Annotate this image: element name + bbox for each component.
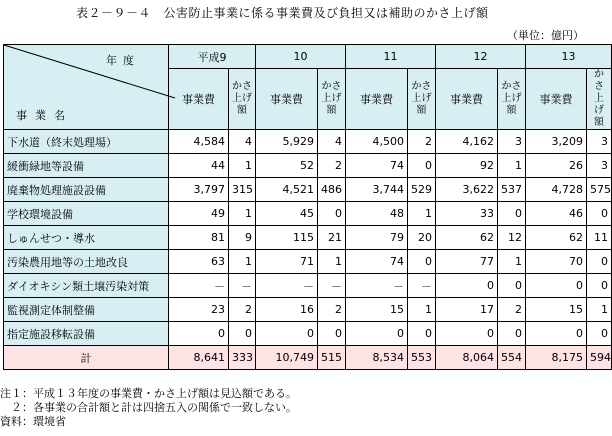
row-category: 指定施設移転設備 — [4, 322, 169, 346]
cost-cell: 46 — [526, 202, 587, 226]
cost-header: 事業費 — [346, 69, 408, 130]
cost-cell: 62 — [526, 226, 587, 250]
raise-cell: 21 — [318, 226, 346, 250]
cost-cell: 0 — [436, 274, 498, 298]
source-note: 資料：環境省 — [0, 415, 66, 428]
raise-cell: 2 — [408, 130, 436, 154]
raise-cell: 3 — [587, 130, 612, 154]
raise-header: かさ上げ額 — [318, 69, 346, 130]
cost-cell: 3,797 — [169, 178, 229, 202]
raise-cell: 0 — [229, 322, 256, 346]
raise-cell: 12 — [498, 226, 526, 250]
cost-header: 事業費 — [169, 69, 229, 130]
raise-cell: 11 — [587, 226, 612, 250]
cost-cell: 4,521 — [256, 178, 318, 202]
raise-cell: 1 — [408, 202, 436, 226]
cost-header: 事業費 — [526, 69, 587, 130]
raise-cell: 537 — [498, 178, 526, 202]
cost-cell: 8,064 — [436, 346, 498, 370]
raise-cell: 1 — [408, 298, 436, 322]
raise-cell: 0 — [408, 322, 436, 346]
cost-cell: 63 — [169, 250, 229, 274]
cost-cell: 70 — [526, 250, 587, 274]
raise-cell: － — [408, 274, 436, 298]
raise-cell: 20 — [408, 226, 436, 250]
cost-header: 事業費 — [436, 69, 498, 130]
cost-cell: 15 — [346, 298, 408, 322]
raise-cell: 333 — [229, 346, 256, 370]
raise-cell: － — [318, 274, 346, 298]
raise-cell: 0 — [318, 322, 346, 346]
cost-cell: 115 — [256, 226, 318, 250]
cost-cell: 26 — [526, 154, 587, 178]
raise-cell: 2 — [229, 298, 256, 322]
raise-cell: 553 — [408, 346, 436, 370]
cost-cell: 62 — [436, 226, 498, 250]
cost-cell: － — [169, 274, 229, 298]
cost-cell: 8,641 — [169, 346, 229, 370]
raise-cell: 2 — [318, 154, 346, 178]
table-row — [4, 274, 612, 298]
table-row — [4, 202, 612, 226]
raise-cell: 486 — [318, 178, 346, 202]
total-label: 計 — [4, 346, 169, 370]
raise-cell: 0 — [498, 322, 526, 346]
data-table — [3, 44, 612, 370]
raise-cell: 575 — [587, 178, 612, 202]
cost-cell: 79 — [346, 226, 408, 250]
cost-cell: 44 — [169, 154, 229, 178]
row-category: 緩衝緑地等設備 — [4, 154, 169, 178]
year-axis-label: 年度 — [106, 54, 140, 67]
raise-cell: 0 — [587, 322, 612, 346]
raise-cell: 515 — [318, 346, 346, 370]
cost-cell: 0 — [346, 322, 408, 346]
table-row — [4, 322, 612, 346]
footnotes — [0, 387, 297, 429]
raise-cell: 1 — [229, 154, 256, 178]
raise-cell: 0 — [587, 202, 612, 226]
raise-cell: 1 — [318, 250, 346, 274]
cost-cell: 16 — [256, 298, 318, 322]
cost-cell: 3,209 — [526, 130, 587, 154]
cost-cell: 0 — [256, 322, 318, 346]
cost-cell: 4,728 — [526, 178, 587, 202]
raise-header: かさ上げ額 — [229, 69, 256, 130]
row-category: 下水道（終末処理場） — [4, 130, 169, 154]
cost-cell: 0 — [436, 322, 498, 346]
year-header: 平成9 — [169, 45, 256, 69]
cost-cell: 4,162 — [436, 130, 498, 154]
unit-label: （単位：億円） — [507, 29, 584, 42]
corner-diagonal — [4, 45, 175, 98]
row-category: 汚染農用地等の土地改良 — [4, 250, 169, 274]
header-corner — [4, 45, 169, 130]
raise-cell: 1 — [587, 298, 612, 322]
row-category: 学校環境設備 — [4, 202, 169, 226]
raise-cell: － — [229, 274, 256, 298]
total-row — [4, 346, 612, 370]
raise-cell: 0 — [408, 154, 436, 178]
cost-cell: 77 — [436, 250, 498, 274]
raise-cell: 0 — [408, 250, 436, 274]
table-title: 表２－９－４ 公害防止事業に係る事業費及び負担又は補助のかさ上げ額 — [76, 6, 489, 20]
raise-cell: 594 — [587, 346, 612, 370]
raise-cell: 529 — [408, 178, 436, 202]
raise-cell: 1 — [498, 250, 526, 274]
raise-cell: 1 — [229, 202, 256, 226]
raise-header: かさ上げ額 — [408, 69, 436, 130]
cost-cell: 4,584 — [169, 130, 229, 154]
cost-cell: 15 — [526, 298, 587, 322]
table-row — [4, 226, 612, 250]
raise-cell: 4 — [318, 130, 346, 154]
cost-cell: 48 — [346, 202, 408, 226]
cost-cell: 10,749 — [256, 346, 318, 370]
raise-cell: 1 — [229, 250, 256, 274]
table-row — [4, 154, 612, 178]
cost-cell: 3,744 — [346, 178, 408, 202]
footnote: 注１：平成１３年度の事業費・かさ上げ額は見込額である。 — [0, 387, 297, 400]
cost-cell: 0 — [169, 322, 229, 346]
raise-cell: 0 — [498, 274, 526, 298]
cost-cell: 8,534 — [346, 346, 408, 370]
cost-cell: 23 — [169, 298, 229, 322]
item-axis-label: 事業名 — [16, 109, 73, 122]
cost-header: 事業費 — [256, 69, 318, 130]
cost-cell: 0 — [526, 322, 587, 346]
raise-cell: 2 — [318, 298, 346, 322]
raise-cell: 0 — [318, 202, 346, 226]
cost-cell: 0 — [526, 274, 587, 298]
raise-cell: 3 — [587, 154, 612, 178]
raise-cell: 2 — [498, 298, 526, 322]
raise-cell: 4 — [229, 130, 256, 154]
footnote: ２：各事業の合計額と計は四捨五入の関係で一致しない。 — [0, 401, 297, 414]
cost-cell: 71 — [256, 250, 318, 274]
raise-cell: 3 — [498, 130, 526, 154]
cost-cell: － — [256, 274, 318, 298]
cost-cell: 5,929 — [256, 130, 318, 154]
table-row — [4, 178, 612, 202]
cost-cell: 81 — [169, 226, 229, 250]
raise-cell: 0 — [587, 250, 612, 274]
year-header: 13 — [526, 45, 612, 69]
table-row — [4, 250, 612, 274]
year-header: 10 — [256, 45, 346, 69]
raise-header: かさ上げ額 — [498, 69, 526, 130]
raise-cell: 0 — [587, 274, 612, 298]
raise-cell: 315 — [229, 178, 256, 202]
raise-cell: 0 — [498, 202, 526, 226]
cost-cell: 8,175 — [526, 346, 587, 370]
cost-cell: 33 — [436, 202, 498, 226]
table-body — [4, 130, 612, 370]
row-category: 廃棄物処理施設設備 — [4, 178, 169, 202]
row-category: しゅんせつ・導水 — [4, 226, 169, 250]
cost-cell: 4,500 — [346, 130, 408, 154]
table-row — [4, 298, 612, 322]
cost-cell: 52 — [256, 154, 318, 178]
row-category: 監視測定体制整備 — [4, 298, 169, 322]
raise-cell: 9 — [229, 226, 256, 250]
cost-cell: 3,622 — [436, 178, 498, 202]
cost-cell: － — [346, 274, 408, 298]
cost-cell: 74 — [346, 154, 408, 178]
cost-cell: 45 — [256, 202, 318, 226]
year-header: 12 — [436, 45, 526, 69]
cost-cell: 17 — [436, 298, 498, 322]
raise-cell: 554 — [498, 346, 526, 370]
table-row — [4, 130, 612, 154]
year-header: 11 — [346, 45, 436, 69]
row-category: ダイオキシン類土壌汚染対策 — [4, 274, 169, 298]
cost-cell: 92 — [436, 154, 498, 178]
cost-cell: 74 — [346, 250, 408, 274]
raise-header: かさ上げ額 — [587, 69, 612, 130]
raise-cell: 1 — [498, 154, 526, 178]
cost-cell: 49 — [169, 202, 229, 226]
